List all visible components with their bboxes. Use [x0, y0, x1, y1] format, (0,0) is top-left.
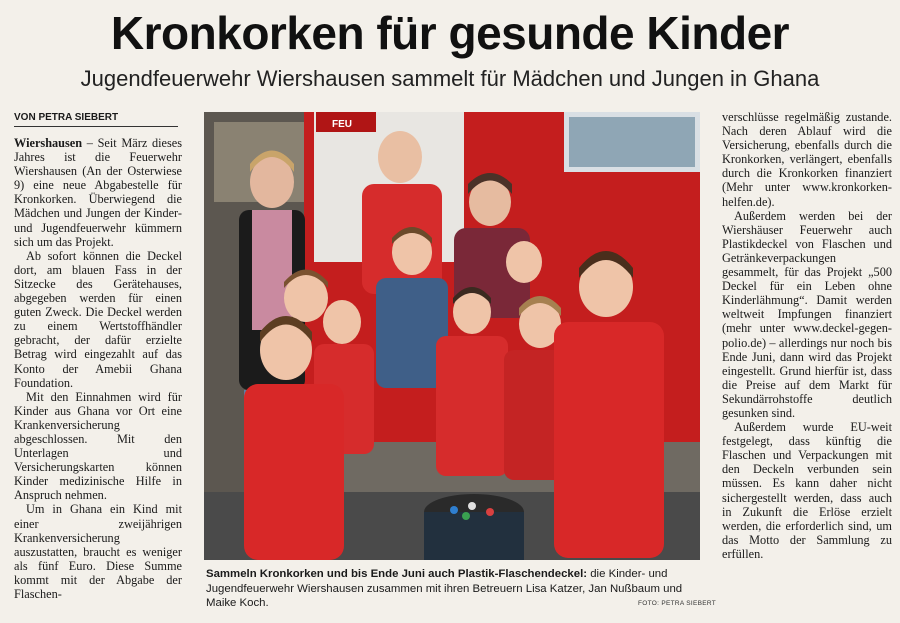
headline: Kronkorken für gesunde Kinder — [110, 7, 790, 59]
article-column-right — [722, 110, 892, 561]
paragraph: Wiershausen – Seit März dieses Jahres ist die Feuerwehr Wiershausen (An der Osterwiese 9) eine neue Abgabestelle für Kronkorken. Überwiegend die Mädchen und Jungen der Kinder- und Jugendfeuerwehr kümmern sich um das Projekt. — [14, 136, 182, 249]
photo-caption — [206, 567, 702, 611]
group-photo — [204, 112, 700, 560]
paragraph: verschlüsse regelmäßig zustande. Nach deren Ablauf wird die Versicherung, ebenfalls durch die Kronkorken, verlängert, ebenfalls durch die Kronkorken finanziert (Mehr unter www.kronkorken-helfen.de). — [722, 110, 892, 209]
paragraph: Außerdem werden bei der Wiershäuser Feuerwehr auch Plastikdeckel von Flaschen und Getränkeverpackungen gesammelt, für das Projekt „500 Deckel für ein Leben ohne Kinderlähmung“. Damit werden weltweit Impfungen finanziert (mehr unter www.deckel-gegen-polio.de) – allerdings nur noch bis Ende Juni, dann wird das Projekt eingestellt. Grund hierfür ist, dass die Preise auf dem Markt für Sekundärrohstoffe deutlich gesunken sind. — [722, 208, 892, 420]
svg-text:FEU: FEU — [332, 119, 352, 130]
dateline-place: Wiershausen — [14, 136, 83, 150]
paragraph: Um in Ghana ein Kind mit einer zweijährigen Krankenversicherung auszustatten, braucht es weniger als fünf Euro. Diese Summe kommt mit der Abgabe der Flaschen- — [14, 502, 182, 601]
byline: VON PETRA SIEBERT — [14, 112, 178, 127]
paragraph: Ab sofort können die Deckel dort, am blauen Fass in der Sitzecke des Gerätehauses, abgegeben werden für einen guten Zweck. Die Deckel werden zu einem Wertstoffhändler gebracht, der dafür erzielte Betrag wird eingezahlt auf das Konto der Amebii Ghana Foundation. — [14, 248, 182, 390]
caption-lead: Sammeln Kronkorken und bis Ende Juni auch Plastik-Flaschendeckel: — [206, 568, 588, 580]
photo-credit: FOTO: PETRA SIEBERT — [638, 600, 717, 607]
paragraph: Außerdem wurde EU-weit festgelegt, dass künftig die Flaschen und Verpackungen mit den Deckeln verbunden sein müssen. Es kann daher nicht sichergestellt werden, dass auch in Zukunft die Erlöse erzielt werden, die erforderlich sind, um das Motto der Sammlung zu erfüllen. — [722, 420, 892, 561]
article-column-left — [14, 136, 182, 601]
caption-text: die Kinder- und Jugendfeuerwehr Wiershausen zusammen mit ihren Betreuern Lisa Katzer, Jan Nußbaum und Maike Koch. — [206, 568, 683, 609]
subheadline: Jugendfeuerwehr Wiershausen sammelt für Mädchen und Jungen in Ghana — [80, 66, 820, 91]
paragraph: Mit den Einnahmen wird für Kinder aus Ghana vor Ort eine Krankenversicherung abgeschlossen. Mit den Unterlagen und Versicherungskarten können Kinder medizinische Hilfe in Anspruch nehmen. — [14, 389, 182, 503]
